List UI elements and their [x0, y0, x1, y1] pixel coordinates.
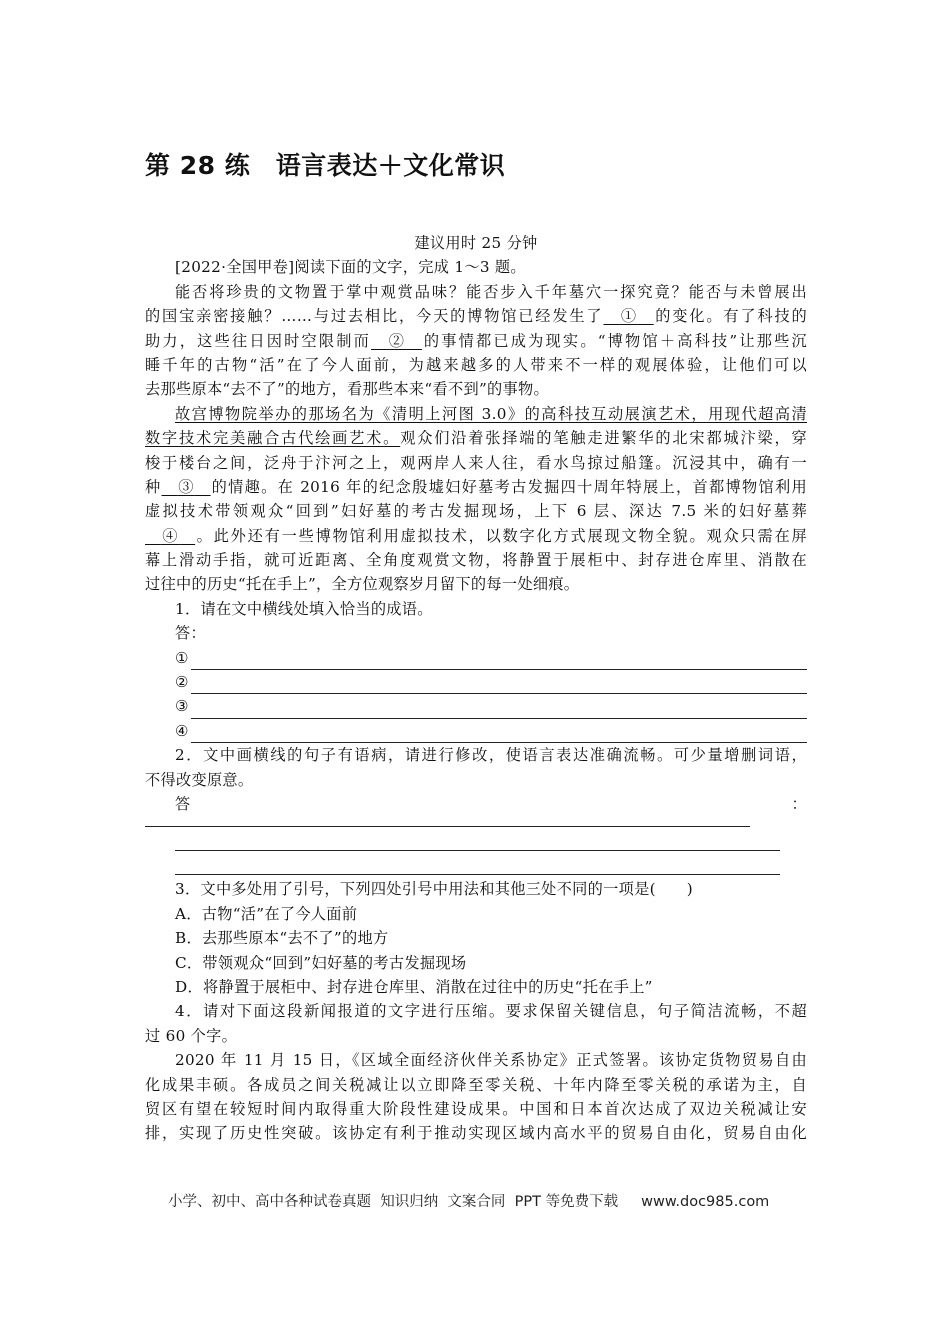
question-4-cont: 过 60 个字。 — [145, 1026, 238, 1045]
answer-line-4[interactable]: ④ — [145, 719, 807, 743]
passage-line: 梭于楼台之间，泛舟于汴河之上，观两岸人来人往，看水鸟掠过船篷。沉浸其中，确有一 — [145, 453, 807, 472]
underlined-sentence: 故宫博物院举办的那场名为《清明上河图 3.0》的高科技互动展演艺术，用现代超高清 — [175, 404, 807, 423]
passage-line: 幕上滑动手指，就可近距离、全角度观赏文物，将静置于展柜中、封存进仓库里、消散在 — [145, 551, 807, 570]
passage-line: 助力，这些往日因时空限制而__②__的事情都已成为现实。“博物馆＋高科技”让那些沉 — [145, 331, 807, 350]
option-d[interactable]: D．将静置于展柜中、封存进仓库里、消散在过往中的历史“托在手上” — [175, 977, 653, 996]
q2-answer-label: 答 ： — [175, 794, 807, 813]
blank-1: __①__ — [603, 307, 654, 326]
question-1: 1．请在文中横线处填入恰当的成语。 — [175, 599, 433, 618]
passage-line: 虚拟技术带领观众“回到”妇好墓的考古发掘现场，上下 6 层、深达 7.5 米的妇好墓葬 — [145, 502, 807, 521]
passage-line: 睡千年的古物“活”在了今人面前，为越来越多的人带来不一样的观展体验，让他们可以 — [145, 355, 807, 374]
question-2-cont: 不得改变原意。 — [145, 770, 254, 789]
passage-line: 的国宝亲密接触？……与过去相比，今天的博物馆已经发生了__①__的变化。有了科技的 — [145, 307, 807, 326]
blank-3: __③__ — [161, 477, 211, 496]
question-3: 3．文中多处用了引号，下列四处引号中用法和其他三处不同的一项是( ) — [175, 880, 694, 899]
q2-answer-line-3[interactable] — [175, 851, 780, 875]
content — [145, 231, 807, 1146]
underlined-sentence: 数字技术完美融合古代绘画艺术。 — [145, 429, 401, 448]
question-2: 2．文中画横线的句子有语病，请进行修改，使语言表达准确流畅。可少量增删词语， — [175, 746, 807, 765]
option-a[interactable]: A．古物“活”在了今人面前 — [175, 904, 358, 923]
news-line: 排，实现了历史性突破。该协定有利于推动实现区域内高水平的贸易自由化，贸易自由化 — [145, 1124, 807, 1143]
passage-line: 能否将珍贵的文物置于掌中观赏品味？能否步入千年墓穴一探究竟？能否与未曾展出 — [175, 282, 807, 301]
footer: 小学、初中、高中各种试卷真题 知识归纳 文案合同 PPT 等免费下载 www.doc985.com — [168, 1194, 770, 1210]
question-4: 4．请对下面这段新闻报道的文字进行压缩。要求保留关键信息，句子简洁流畅，不超 — [175, 1002, 807, 1021]
passage-line: __④__。此外还有一些博物馆利用虚拟技术，以数字化方式展现文物全貌。观众只需在屏 — [145, 526, 807, 545]
blank-4: __④__ — [145, 526, 196, 545]
q2-answer-line-2[interactable] — [175, 827, 780, 851]
passage-line: 过往中的历史“托在手上”，全方位观察岁月留下的每一处细痕。 — [145, 575, 580, 594]
passage-line: 种__③__的情趣。在 2016 年的纪念殷墟妇好墓考古发掘四十周年特展上，首都博物馆利用 — [145, 477, 807, 496]
news-line: 贸区有望在较短时间内取得重大阶段性建设成果。中国和日本首次达成了双边关税减让安 — [145, 1099, 807, 1118]
answer-label: 答： — [175, 624, 206, 643]
option-b[interactable]: B．去那些原本“去不了”的地方 — [175, 929, 389, 948]
answer-line-3[interactable]: ③ — [145, 694, 807, 718]
answer-line-1[interactable]: ① — [145, 646, 807, 670]
passage-line: 数字技术完美融合古代绘画艺术。观众们沿着张择端的笔触走进繁华的北宋都城汴梁，穿 — [145, 429, 807, 448]
passage-line: 去那些原本“去不了”的地方，看那些本来“看不到”的事物。 — [145, 380, 549, 399]
time-hint: 建议用时 25 分钟 — [414, 234, 538, 252]
news-line: 化成果丰硕。各成员之间关税减让以立即降至零关税、十年内降至零关税的承诺为主，自 — [145, 1075, 807, 1094]
passage-line — [145, 402, 807, 426]
q2-answer-line-1[interactable] — [145, 816, 750, 827]
blank-2: __②__ — [371, 331, 422, 350]
option-c[interactable]: C．带领观众“回到”妇好墓的考古发掘现场 — [175, 953, 467, 972]
answer-line-2[interactable]: ② — [145, 670, 807, 694]
source-line: [2022·全国甲卷]阅读下面的文字，完成 1～3 题。 — [175, 258, 526, 277]
news-line: 2020 年 11 月 15 日，《区域全面经济伙伴关系协定》正式签署。该协定货物贸易自由 — [175, 1051, 807, 1070]
page-title: 第 28 练 语言表达＋文化常识 — [145, 151, 506, 180]
